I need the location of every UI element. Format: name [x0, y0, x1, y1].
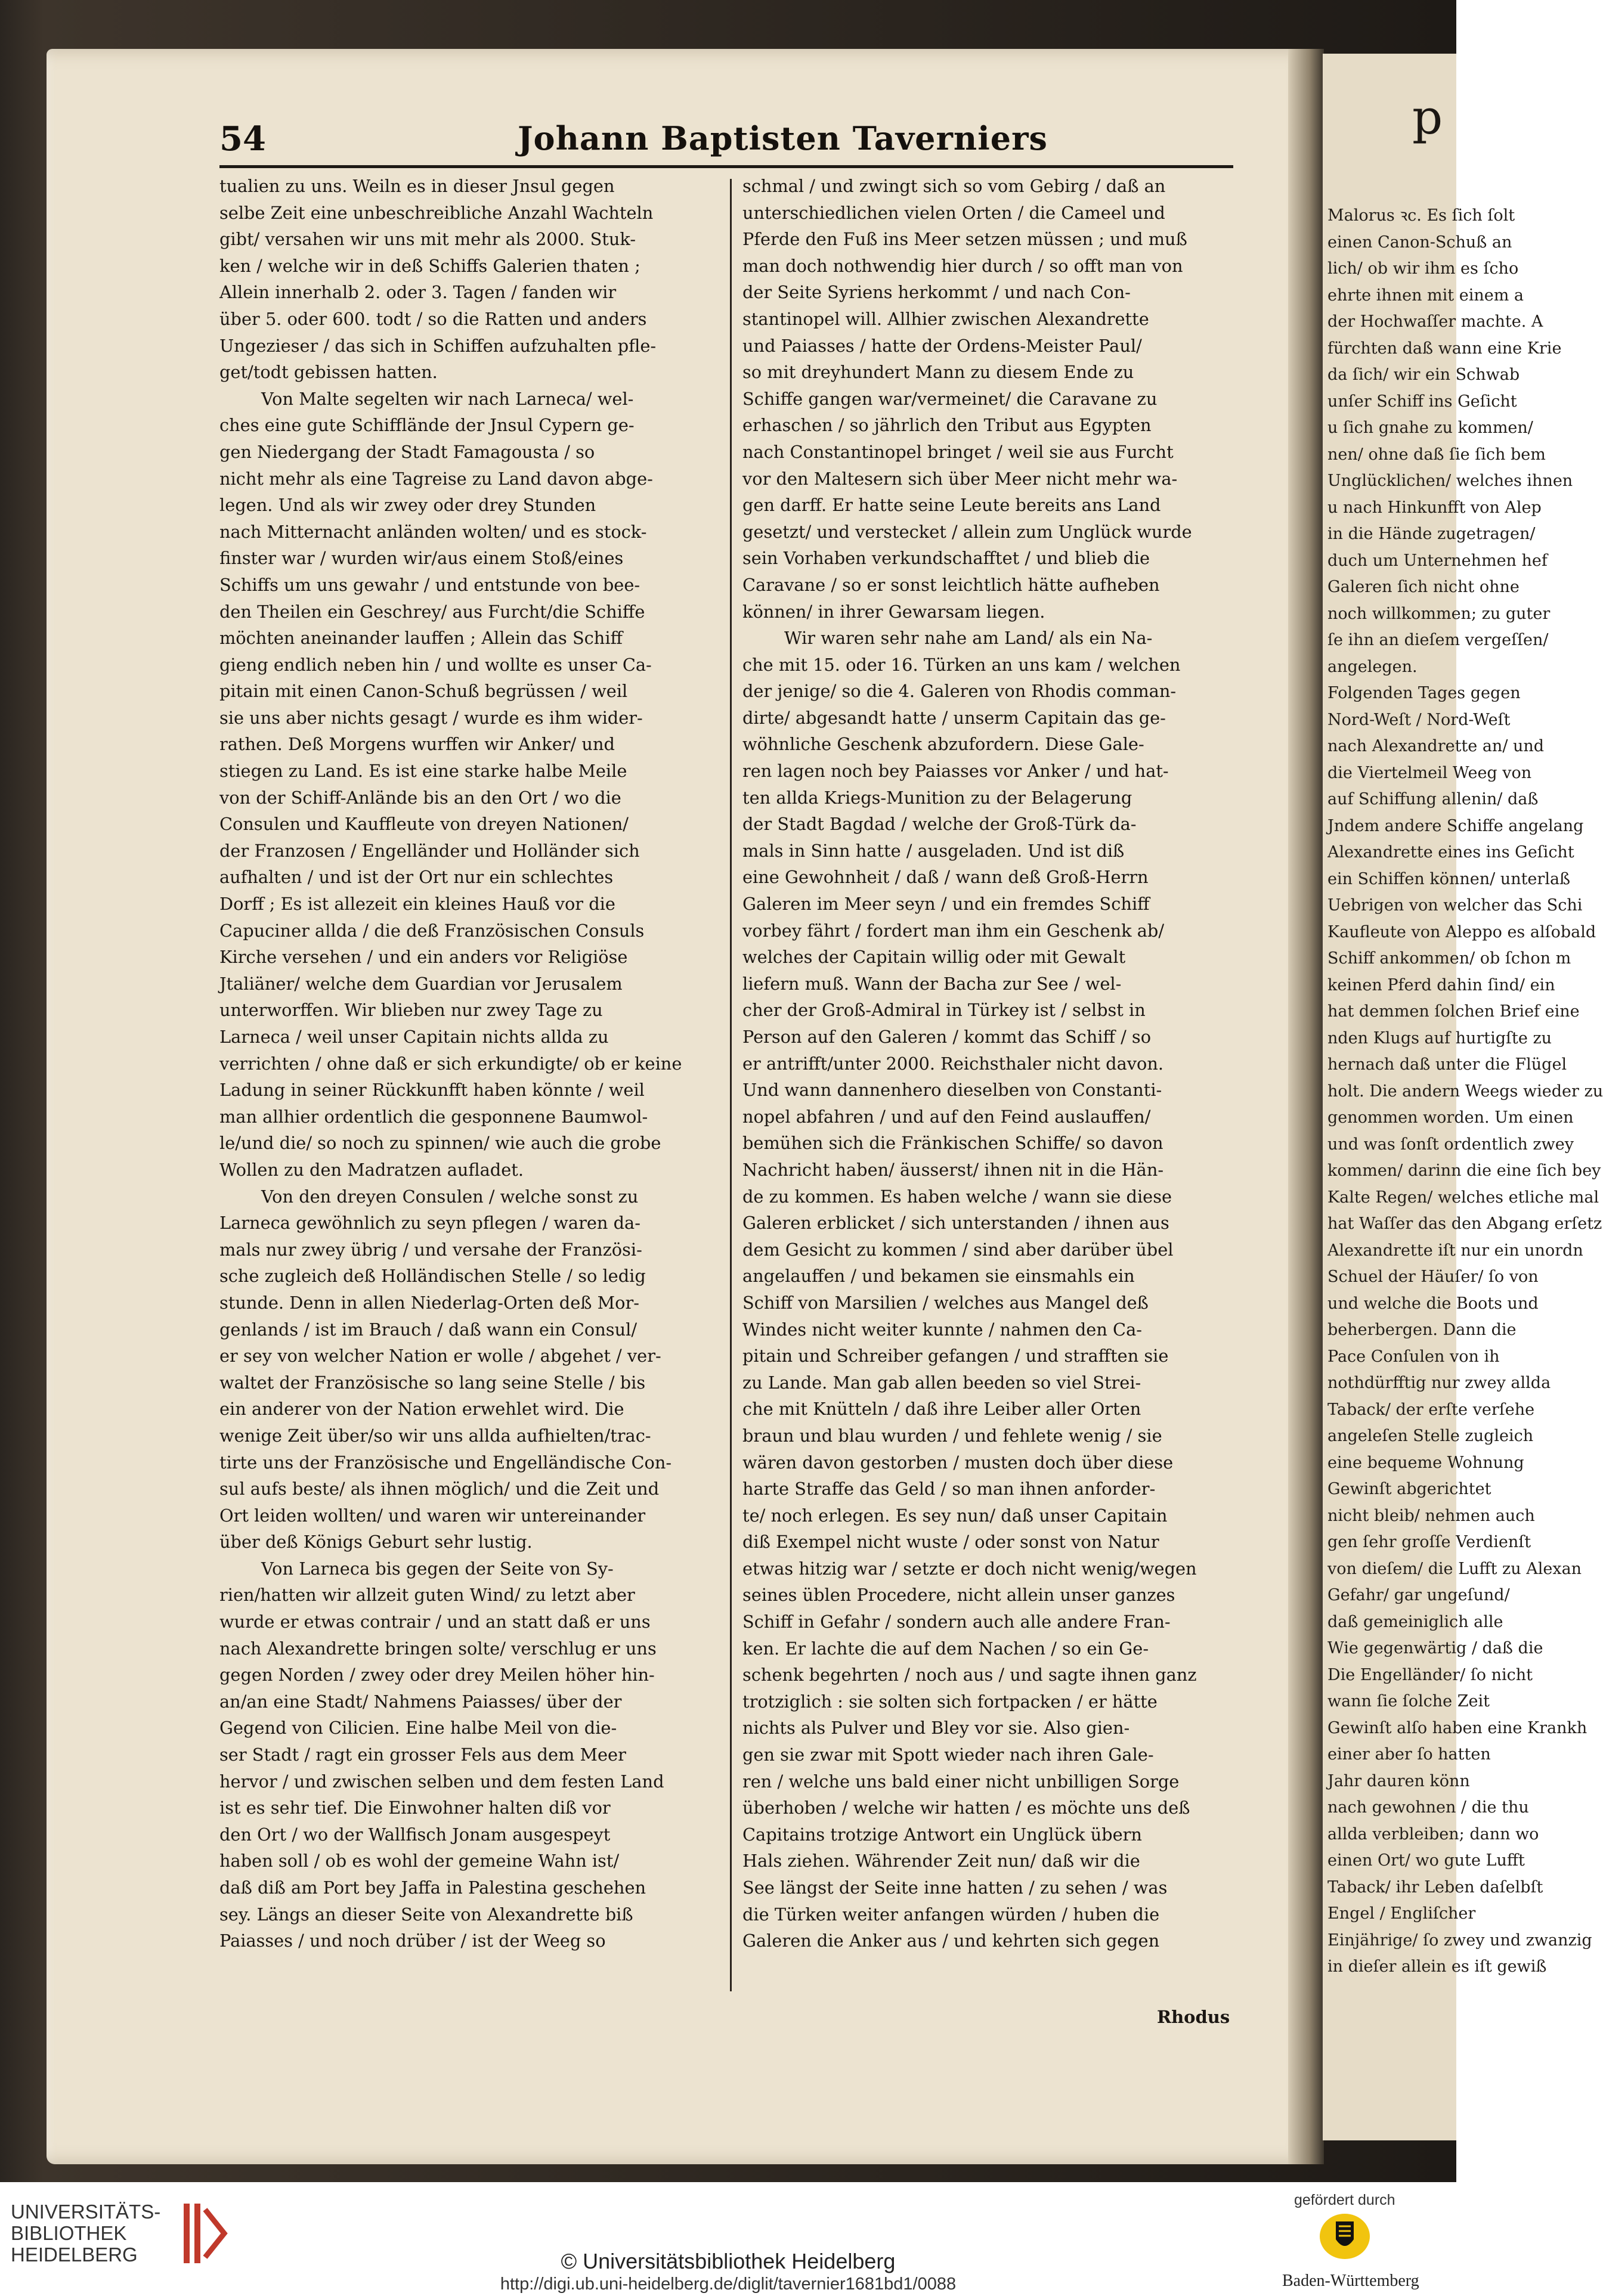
next-page-line: eine bequeme Wohnung	[1327, 1453, 1524, 1472]
text-line: tirte uns der Französische und Engelländische Con-	[219, 1452, 672, 1473]
next-page-line: wann ſie ſolche Zeit	[1327, 1692, 1490, 1711]
text-line: über 5. oder 600. todt / so die Ratten und anders	[219, 308, 647, 329]
text-line: der Stadt Bagdad / welche der Groß-Türk da-	[742, 814, 1137, 835]
text-line: Schiff von Marsilien / welches aus Mangel deß	[742, 1292, 1149, 1313]
next-page-line: nothdürfftig nur zwey allda	[1327, 1374, 1551, 1392]
text-line: Windes nicht weiter kunnte / nahmen den Ca-	[742, 1319, 1142, 1340]
state-crest-icon	[1318, 2210, 1372, 2263]
next-page-line: Taback/ der erſte verſehe	[1327, 1400, 1535, 1419]
next-page-line: kommen/ darinn die eine ſich bey	[1327, 1161, 1601, 1180]
column-divider	[730, 179, 732, 1991]
next-page-line: Gefahr/ gar ungeſund/	[1327, 1586, 1510, 1604]
text-line: te/ noch erlegen. Es sey nun/ daß unser Capitain	[742, 1505, 1168, 1526]
catchword: Rhodus	[1157, 2007, 1230, 2027]
next-page-line: nach gewohnen / die thu	[1327, 1798, 1529, 1817]
text-line: Capitains trotzige Antwort ein Unglück übern	[742, 1824, 1142, 1845]
next-page-line: auf Schiffung allenin/ daß	[1327, 790, 1539, 808]
next-page-line: allda verbleiben; dann wo	[1327, 1824, 1539, 1843]
text-line: zu Lande. Man gab allen beeden so viel Strei-	[742, 1372, 1141, 1393]
library-line: BIBLIOTHEK	[11, 2222, 127, 2244]
text-line: Jtaliäner/ welche dem Guardian vor Jerusalem	[219, 973, 623, 994]
text-line: Dorff ; Es ist allezeit ein kleines Hauß vor die	[219, 894, 615, 915]
left-text-column	[219, 173, 714, 1954]
text-line: rien/hatten wir allzeit guten Wind/ zu letzt aber	[219, 1585, 635, 1606]
permalink-url[interactable]: http://digi.ub.uni-heidelberg.de/diglit/tavernier1681bd1/0088	[500, 2275, 957, 2294]
text-line: der Seite Syriens herkommt / und nach Con-	[742, 282, 1131, 303]
next-page-line: nach Alexandrette an/ und	[1327, 737, 1545, 755]
text-line: Pferde den Fuß ins Meer setzen müssen ; und muß	[742, 229, 1187, 250]
text-line: che mit Knütteln / daß ihre Leiber aller Orten	[742, 1399, 1141, 1420]
text-line: pitain mit einen Canon-Schuß begrüssen / weil	[219, 681, 628, 702]
next-page-line: fürchten daß wann eine Krie	[1327, 339, 1562, 358]
text-line: Caravane / so er sonst leichtlich hätte aufheben	[742, 574, 1160, 595]
text-line: get/todt gebissen hatten.	[219, 362, 438, 383]
text-line: sey. Längs an dieser Seite von Alexandrette biß	[219, 1904, 633, 1925]
text-line: von der Schiff-Anländе bis an den Ort / wo die	[219, 787, 621, 808]
text-line: die Türken weiter anfangen würden / huben die	[742, 1904, 1160, 1925]
library-line: UNIVERSITÄTS-	[11, 2201, 161, 2223]
text-line: seines üblen Procedere, nicht allein unser ganzes	[742, 1585, 1175, 1606]
next-page-line: Jndem andere Schiffe angelang	[1327, 816, 1584, 835]
text-line: man allhier ordentlich die gesponnene Baumwol-	[219, 1106, 648, 1127]
next-page-line: Wie gegenwärtig / daß die	[1327, 1639, 1543, 1657]
right-text-column	[742, 173, 1240, 1954]
text-line: an/an eine Stadt/ Nahmens Paiasses/ über der	[219, 1691, 622, 1712]
text-line: unterworffen. Wir blieben nur zwey Tage zu	[219, 1000, 603, 1021]
text-line: überhoben / welche wir hatten / es möchte uns deß	[742, 1798, 1190, 1818]
next-page-line: u ſich gnahe zu kommen/	[1327, 419, 1533, 437]
text-line: Von Malte segelten wir nach Larneca/ wel-	[261, 388, 634, 409]
next-page-line: einer aber ſo hatten	[1327, 1745, 1491, 1764]
text-line: pitain und Schreiber gefangen / und strafften sie	[742, 1346, 1169, 1367]
text-line: liefern muß. Wann der Bacha zur See / wel-	[742, 973, 1122, 994]
text-line: nichts als Pulver und Bley vor sie. Also gien-	[742, 1718, 1130, 1739]
copyright-notice: © Universitätsbibliothek Heidelberg	[561, 2249, 896, 2273]
text-line: aufhalten / und ist der Ort nur ein schlechtes	[219, 867, 614, 888]
text-line: selbe Zeit eine unbeschreibliche Anzahl Wachteln	[219, 202, 654, 223]
text-line: Hals ziehen. Währender Zeit nun/ daß wir die	[742, 1851, 1140, 1871]
next-page-line: ehrte ihnen mit einem a	[1327, 286, 1524, 305]
text-line: der Franzosen / Engelländer und Holländer sich	[219, 840, 640, 861]
next-page-line: Taback/ ihr Leben daſelbſt	[1327, 1877, 1543, 1897]
text-line: ken. Er lachte die auf dem Nachen / so ein Ge-	[742, 1638, 1149, 1659]
text-line: daß diß am Port bey Jaffa in Palestina geschehen	[219, 1877, 646, 1898]
text-line: wurde er etwas contrair / und an statt daß er uns	[219, 1612, 651, 1632]
text-line: Larneca gewöhnlich zu seyn pflegen / waren da-	[219, 1213, 640, 1234]
next-page-line: Schuel der Häuſer/ ſo von	[1327, 1268, 1539, 1286]
text-line: vor den Maltesern sich über Meer nicht mehr wa-	[742, 468, 1178, 489]
next-page-line: gen ſehr groſſe Verdienſt	[1327, 1533, 1531, 1551]
text-line: er antrifft/unter 2000. Reichsthaler nicht davon.	[742, 1053, 1164, 1074]
next-page-line: Malorus ꝛc. Es ſich ſolt	[1327, 206, 1515, 225]
text-line: gibt/ versahen wir uns mit mehr als 2000. Stuk-	[219, 229, 636, 250]
next-page-line: Nord-Weſt / Nord-Weſt	[1327, 710, 1511, 729]
text-line: Schiffe gangen war/vermeinet/ die Caravane zu	[742, 388, 1158, 409]
text-line: Larneca / weil unser Capitain nichts allda zu	[219, 1027, 609, 1047]
text-line: legen. Und als wir zwey oder drey Stunden	[219, 495, 596, 516]
text-line: Gegend von Cilicien. Eine halbe Meil von die-	[219, 1718, 617, 1739]
text-line: le/und die/ so noch zu spinnen/ wie auch die grobe	[219, 1133, 661, 1154]
text-line: gegen Norden / zwey oder drey Meilen höher hin-	[219, 1665, 655, 1685]
next-page-text	[1327, 203, 1603, 1981]
text-line: trotziglich : sie solten sich fortpacken / er hätte	[742, 1691, 1158, 1712]
text-line: Galeren im Meer seyn / und ein fremdes Schiff	[742, 894, 1150, 915]
next-page-line: Uebrigen von welcher das Schi	[1327, 896, 1583, 915]
text-line: Ungezieser / das sich in Schiffen aufzuhalten pfle-	[219, 335, 657, 356]
library-line: HEIDELBERG	[11, 2244, 138, 2266]
text-line: ren / welche uns bald einer nicht unbilligen Sorge	[742, 1771, 1180, 1792]
text-line: Consulen und Kauffleute von dreyen Nationen/	[219, 814, 629, 835]
text-line: Nachricht haben/ äusserst/ ihnen nit in die Hän-	[742, 1159, 1164, 1180]
text-line: sche zugleich deß Holländischen Stelle / so ledig	[219, 1266, 646, 1287]
text-line: schenk begehrten / noch aus / und sagte ihnen ganz	[742, 1665, 1197, 1685]
text-line: gesetzt/ und verstecket / allein zum Unglück wurde	[742, 521, 1192, 542]
next-page-line: und welche die Boots und	[1327, 1294, 1539, 1313]
text-line: Allein innerhalb 2. oder 3. Tagen / fanden wir	[219, 282, 617, 303]
next-page-line: Jahr dauren könn	[1327, 1771, 1470, 1790]
next-page-edge	[1323, 54, 1603, 2140]
text-line: See längst der Seite inne hatten / zu sehen / was	[742, 1877, 1168, 1898]
text-line: über deß Königs Geburt sehr lustig.	[219, 1532, 533, 1553]
text-line: wöhnliche Geschenk abzufordern. Diese Gale-	[742, 734, 1144, 755]
text-line: ren lagen noch bey Paiasses vor Anker / und hat-	[742, 761, 1169, 782]
text-line: Ladung in seiner Rückkunfft haben könnte / weil	[219, 1080, 645, 1101]
text-line: Paiasses / und noch drüber / ist der Weeg so	[219, 1931, 606, 1951]
text-line: che mit 15. oder 16. Türken an uns kam / welchen	[742, 654, 1181, 675]
text-line: Schiff in Gefahr / sondern auch alle andere Fran-	[742, 1612, 1171, 1632]
next-page-line: in die Hände zugetragen/	[1327, 525, 1536, 543]
text-line: gen darff. Er hatte seine Leute bereits ans Land	[742, 495, 1161, 516]
text-line: dirte/ abgesandt hatte / unserm Capitain das ge-	[742, 707, 1166, 728]
text-line: wenige Zeit über/so wir uns allda aufhielten/trac-	[219, 1425, 651, 1446]
book-gutter	[1288, 49, 1324, 2164]
next-page-line: ein Schiffen können/ unterlaß	[1327, 869, 1571, 888]
next-page-line: keinen Pferd dahin ſind/ ein	[1327, 975, 1555, 994]
next-page-line: Galeren ſich nicht ohne	[1327, 578, 1520, 596]
text-line: ken / welche wir in deß Schiffs Galerien thaten ;	[219, 255, 640, 276]
text-line: verrichten / ohne daß er sich erkundigte/ ob er keine	[219, 1053, 682, 1074]
next-page-line: nden Klugs auf hurtigſte zu	[1327, 1028, 1552, 1048]
text-line: schmal / und zwingt sich so vom Gebirg / daß an	[742, 176, 1166, 196]
next-page-line: daß gemeiniglich alle	[1327, 1612, 1503, 1631]
next-page-line: Die Engelländer/ ſo nicht	[1327, 1665, 1533, 1684]
running-title: Johann Baptisten Taverniers	[518, 119, 1048, 157]
next-page-line: Engel / Engliſcher	[1327, 1904, 1476, 1923]
text-line: Von den dreyen Consulen / welche sonst zu	[261, 1186, 639, 1207]
text-line: wären davon gestorben / musten doch über diese	[742, 1452, 1174, 1473]
next-page-line: Gewinſt abgerichtet	[1327, 1480, 1491, 1498]
next-page-line: Einjährige/ ſo zwey und zwanzig	[1327, 1931, 1592, 1950]
text-line: ser Stadt / ragt ein grosser Fels aus dem Meer	[219, 1745, 626, 1765]
next-page-line: u nach Hinkunfft von Alep	[1327, 498, 1542, 517]
text-line: der jenige/ so die 4. Galeren von Rhodis comman-	[742, 681, 1177, 702]
next-page-running-head: p	[1412, 89, 1443, 145]
next-page-line: Kalte Regen/ welches etliche mal	[1327, 1188, 1599, 1207]
text-line: Capuciner allda / die deß Französischen Consuls	[219, 920, 645, 941]
text-line: Von Larneca bis gegen der Seite von Sy-	[261, 1558, 614, 1579]
text-line: Und wann dannenhero dieselben von Constanti-	[742, 1080, 1162, 1101]
next-page-line: angelegen.	[1327, 657, 1418, 676]
text-line: cher der Groß-Admiral in Türkey ist / selbst in	[742, 1000, 1146, 1021]
text-line: angelauffen / und bekamen sie einsmahls ein	[742, 1266, 1135, 1287]
text-line: er sey von welcher Nation er wolle / abgehet / ver-	[219, 1346, 661, 1367]
next-page-line: hernach daß unter die Flügel	[1327, 1055, 1567, 1074]
next-page-line: beherbergen. Dann die	[1327, 1321, 1517, 1339]
next-page-line: hat Waſſer das den Abgang erſetz	[1327, 1214, 1602, 1233]
text-line: tualien zu uns. Weiln es in dieser Jnsul gegen	[219, 176, 615, 196]
text-line: dem Gesicht zu kommen / sind aber darüber übel	[742, 1239, 1174, 1260]
sponsor-name: Baden-Württemberg	[1282, 2272, 1419, 2290]
text-line: gen sie zwar mit Spott wieder nach ihren Gale-	[742, 1745, 1154, 1765]
text-line: genlands / ist im Brauch / daß wann ein Consul/	[219, 1319, 638, 1340]
next-page-line: Pace Conſulen von ih	[1327, 1347, 1500, 1366]
text-line: rathen. Deß Morgens wurffen wir Anker/ und	[219, 734, 615, 755]
text-line: den Ort / wo der Wallfisch Jonam ausgespeyt	[219, 1824, 611, 1845]
next-page-line: genommen worden. Um einen	[1327, 1108, 1574, 1127]
next-page-line: ſe ihn an dieſem vergeſſen/	[1327, 631, 1549, 649]
next-page-line: der Hochwaſſer machte. A	[1327, 312, 1543, 331]
text-line: diß Exempel nicht wuste / oder sonst von Natur	[742, 1532, 1159, 1553]
next-page-line: einen Ort/ wo gute Lufft	[1327, 1851, 1525, 1870]
running-head	[219, 119, 1233, 161]
next-page-line: von dieſem/ die Lufft zu Alexan	[1327, 1559, 1582, 1578]
text-line: erhaschen / so jährlich den Tribut aus Egypten	[742, 415, 1152, 436]
next-page-line: Unglücklichen/ welches ihnen	[1327, 472, 1573, 490]
text-line: gieng endlich neben hin / und wollte es unser Ca-	[219, 654, 652, 675]
text-line: man doch nothwendig hier durch / so offt man von	[742, 255, 1183, 276]
text-line: Galeren erblicket / sich unterstanden / ihnen aus	[742, 1213, 1169, 1234]
text-line: sie uns aber nichts gesagt / wurde es ihm wider-	[219, 707, 643, 728]
text-line: Kirche versehen / und ein anders vor Religiöse	[219, 947, 628, 968]
text-line: mals nur zwey übrig / und versahe der Französi-	[219, 1239, 642, 1260]
next-page-line: Alexandrette iſt nur ein unordn	[1327, 1241, 1583, 1260]
next-page-line: Folgenden Tages gegen	[1327, 684, 1521, 702]
text-line: nicht mehr als eine Tagreise zu Land davon abge-	[219, 468, 653, 489]
next-page-line: nicht bleib/ nehmen auch	[1327, 1506, 1535, 1525]
text-line: ist es sehr tief. Die Einwohner halten diß vor	[219, 1798, 611, 1818]
text-line: ches eine gute Schiffländе der Jnsul Cypern ge-	[219, 415, 635, 436]
text-line: bemühen sich die Fränkischen Schiffe/ so davon	[742, 1133, 1163, 1154]
text-line: mals in Sinn hatte / ausgeladen. Und ist diß	[742, 840, 1125, 861]
next-page-line: unſer Schiff ins Geſicht	[1327, 392, 1517, 411]
text-line: eine Gewohnheit / daß / wann deß Groß-Herrn	[742, 867, 1149, 888]
page-number: 54	[219, 119, 266, 159]
next-page-line: nen/ ohne daß ſie ſich bem	[1327, 445, 1546, 464]
sponsor-label: gefördert durch	[1294, 2192, 1395, 2208]
text-line: stunde. Denn in allen Niederlag-Orten deß Mor-	[219, 1292, 639, 1313]
text-line: Schiffs um uns gewahr / und entstunde von bee-	[219, 574, 640, 595]
next-page-line: einen Canon-Schuß an	[1327, 233, 1512, 252]
next-page-line: Kaufleute von Aleppo es alſobald	[1327, 922, 1596, 941]
text-line: Person auf den Galeren / kommt das Schiff / so	[742, 1027, 1152, 1047]
text-line: Ort leiden wollten/ und waren wir untereinander	[219, 1505, 646, 1526]
next-page-line: hat demmen ſolchen Brief eine	[1327, 1002, 1580, 1021]
next-page-line: duch um Unternehmen hef	[1327, 551, 1548, 570]
text-line: Wir waren sehr nahe am Land/ als ein Na-	[784, 628, 1153, 649]
next-page-line: die Viertelmeil Weeg von	[1327, 763, 1532, 782]
text-line: waltet der Französische so lang seine Stelle / bis	[219, 1372, 646, 1393]
text-line: hervor / und zwischen selben und dem festen Land	[219, 1771, 664, 1792]
next-page-line: holt. Die andern Weegs wieder zu	[1327, 1082, 1603, 1101]
next-page-line: in dieſer allein es iſt gewiß	[1327, 1957, 1547, 1976]
text-line: nopel abfahren / und auf den Feind auslauffen/	[742, 1106, 1151, 1127]
text-line: und Paiasses / hatte der Ordens-Meister Paul/	[742, 335, 1142, 356]
next-page-line: da ſich/ wir ein Schwab	[1327, 365, 1520, 384]
text-line: können/ in ihrer Gewarsam liegen.	[742, 601, 1045, 622]
text-line: sul aufs beste/ als ihnen möglich/ und die Zeit und	[219, 1479, 660, 1499]
text-line: ein anderer von der Nation erwehlet wird. Die	[219, 1399, 624, 1420]
text-line: möchten aneinander lauffen ; Allein das Schiff	[219, 628, 623, 649]
next-page-line: Schiff ankommen/ ob ſchon m	[1327, 949, 1571, 968]
text-line: gen Niedergang der Stadt Famagousta / so	[219, 441, 595, 462]
text-line: stiegen zu Land. Es ist eine starke halbe Meile	[219, 761, 627, 782]
next-page-line: und was ſonſt ordentlich zwey	[1327, 1135, 1574, 1154]
next-page-line: angeleſen Stelle zugleich	[1327, 1427, 1534, 1445]
text-line: vorbey fährt / fordert man ihm ein Geschenk ab/	[742, 920, 1165, 941]
text-line: de zu kommen. Es haben welche / wann sie diese	[742, 1186, 1172, 1207]
text-line: nach Constantinopel bringet / weil sie aus Furcht	[742, 441, 1174, 462]
text-line: nach Mitternacht anländen wolten/ und es stock-	[219, 521, 647, 542]
text-line: ten allda Kriegs-Munition zu der Belagerung	[742, 787, 1132, 808]
text-line: finster war / wurden wir/aus einem Stoß/eines	[219, 548, 624, 569]
text-line: braun und blau wurden / und fehlete wenig / sie	[742, 1425, 1162, 1446]
next-page-line: noch willkommen; zu guter	[1327, 604, 1551, 623]
text-line: Wollen zu den Madratzen aufladet.	[219, 1159, 524, 1180]
text-line: harte Straffe das Geld / so man ihnen anforder-	[742, 1479, 1156, 1499]
next-page-line: Alexandrette eines ins Geſicht	[1327, 843, 1574, 862]
text-line: nach Alexandrette bringen solte/ verschlug er uns	[219, 1638, 657, 1659]
text-line: unterschiedlichen vielen Orten / die Cameel und	[742, 202, 1165, 223]
text-line: stantinopel will. Allhier zwischen Alexandrette	[742, 308, 1149, 329]
text-line: haben soll / ob es wohl der gemeine Wahn ist/	[219, 1851, 620, 1871]
text-line: den Theilen ein Geschrey/ aus Furcht/die Schiffe	[219, 601, 645, 622]
next-page-line: Gewinſt alſo haben eine Krankh	[1327, 1718, 1587, 1737]
text-line: etwas hitzig war / setzte er doch nicht wenig/wegen	[742, 1558, 1197, 1579]
text-line: sein Vorhaben verkundschafftet / und blieb die	[742, 548, 1150, 569]
text-line: so mit dreyhundert Mann zu diesem Ende zu	[742, 362, 1134, 383]
text-line: welches der Capitain willig oder mit Gewalt	[742, 947, 1126, 968]
text-line: Galeren die Anker aus / und kehrten sich gegen	[742, 1931, 1160, 1951]
header-rule	[219, 165, 1233, 168]
next-page-line: lich/ ob wir ihm es ſcho	[1327, 259, 1519, 278]
